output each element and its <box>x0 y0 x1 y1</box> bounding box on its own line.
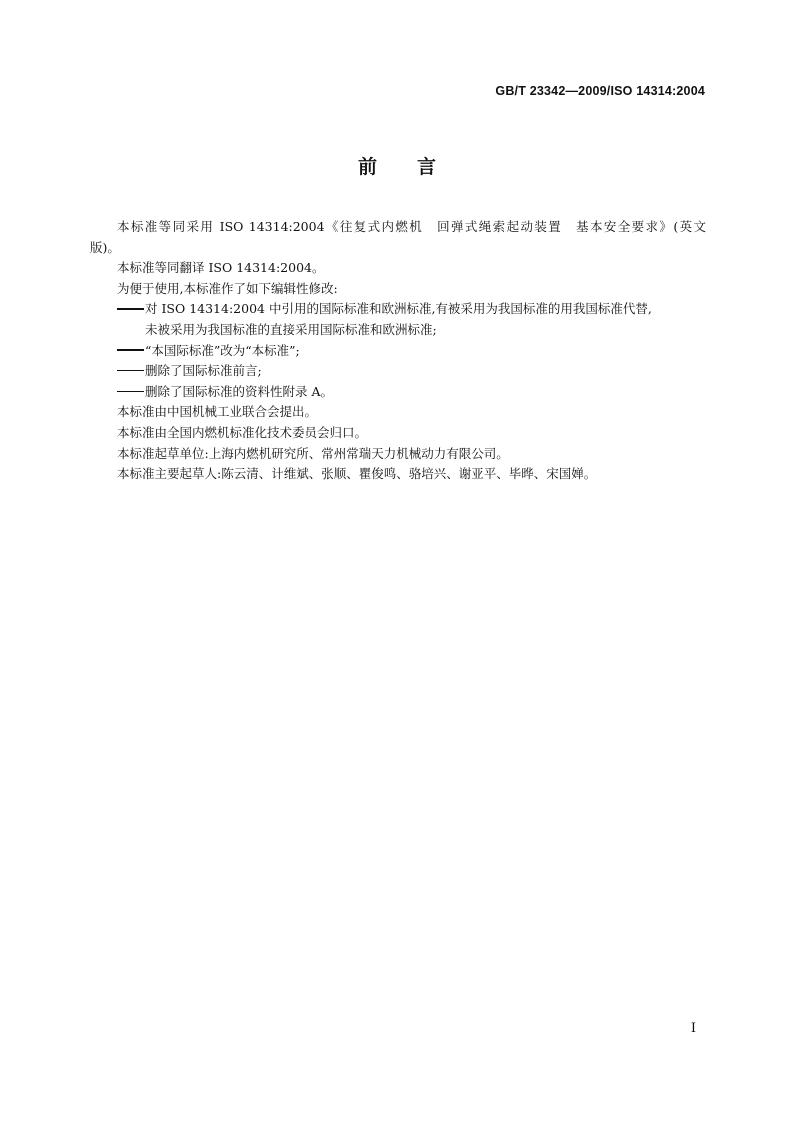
em-dash-mark <box>117 391 144 393</box>
paragraph-drafters: 本标准主要起草人:陈云清、计维斌、张顺、瞿俊鸣、骆培兴、谢亚平、毕晔、宋国婵。 <box>117 466 597 482</box>
em-dash-mark <box>117 349 144 351</box>
paragraph-translation: 本标准等同翻译 ISO 14314:2004。 <box>117 260 325 276</box>
paragraph-editorial-intro: 为便于使用,本标准作了如下编辑性修改: <box>117 280 338 296</box>
page-title <box>0 152 794 179</box>
foreword-body <box>90 217 706 485</box>
list-item-continuation: 未被采用为我国标准的直接采用国际标准和欧洲标准; <box>145 321 437 337</box>
page-number: I <box>690 1021 696 1036</box>
paragraph-drafting-units: 本标准起草单位:上海内燃机研究所、常州常瑞天力机械动力有限公司。 <box>117 445 509 461</box>
paragraph-centralized-by: 本标准由全国内燃机标准化技术委员会归口。 <box>117 424 368 440</box>
document-id-header: GB/T 23342—2009/ISO 14314:2004 <box>495 84 705 98</box>
em-dash-mark <box>117 370 144 372</box>
list-item <box>90 341 706 362</box>
list-item <box>90 299 706 320</box>
list-item-text: 删除了国际标准的资料性附录 A。 <box>145 383 334 399</box>
list-item-text: 删除了国际标准前言; <box>145 363 262 379</box>
list-item-text: “本国际标准”改为“本标准”; <box>145 342 300 358</box>
em-dash-mark <box>117 308 144 310</box>
list-item <box>90 382 706 403</box>
paragraph-proposed-by: 本标准由中国机械工业联合会提出。 <box>117 404 318 420</box>
title-char-1: 前 <box>357 156 377 178</box>
list-item <box>90 361 706 382</box>
list-item-text: 对 ISO 14314:2004 中引用的国际标准和欧洲标准,有被采用为我国标准的用我国标准代替, <box>145 301 652 317</box>
paragraph-adoption-line1: 本标准等同采用 ISO 14314:2004《往复式内燃机 回弹式绳索起动装置 基本安全要求》(英文 <box>117 219 706 234</box>
paragraph-adoption-line2: 版)。 <box>90 239 120 255</box>
title-char-2: 言 <box>417 156 437 178</box>
